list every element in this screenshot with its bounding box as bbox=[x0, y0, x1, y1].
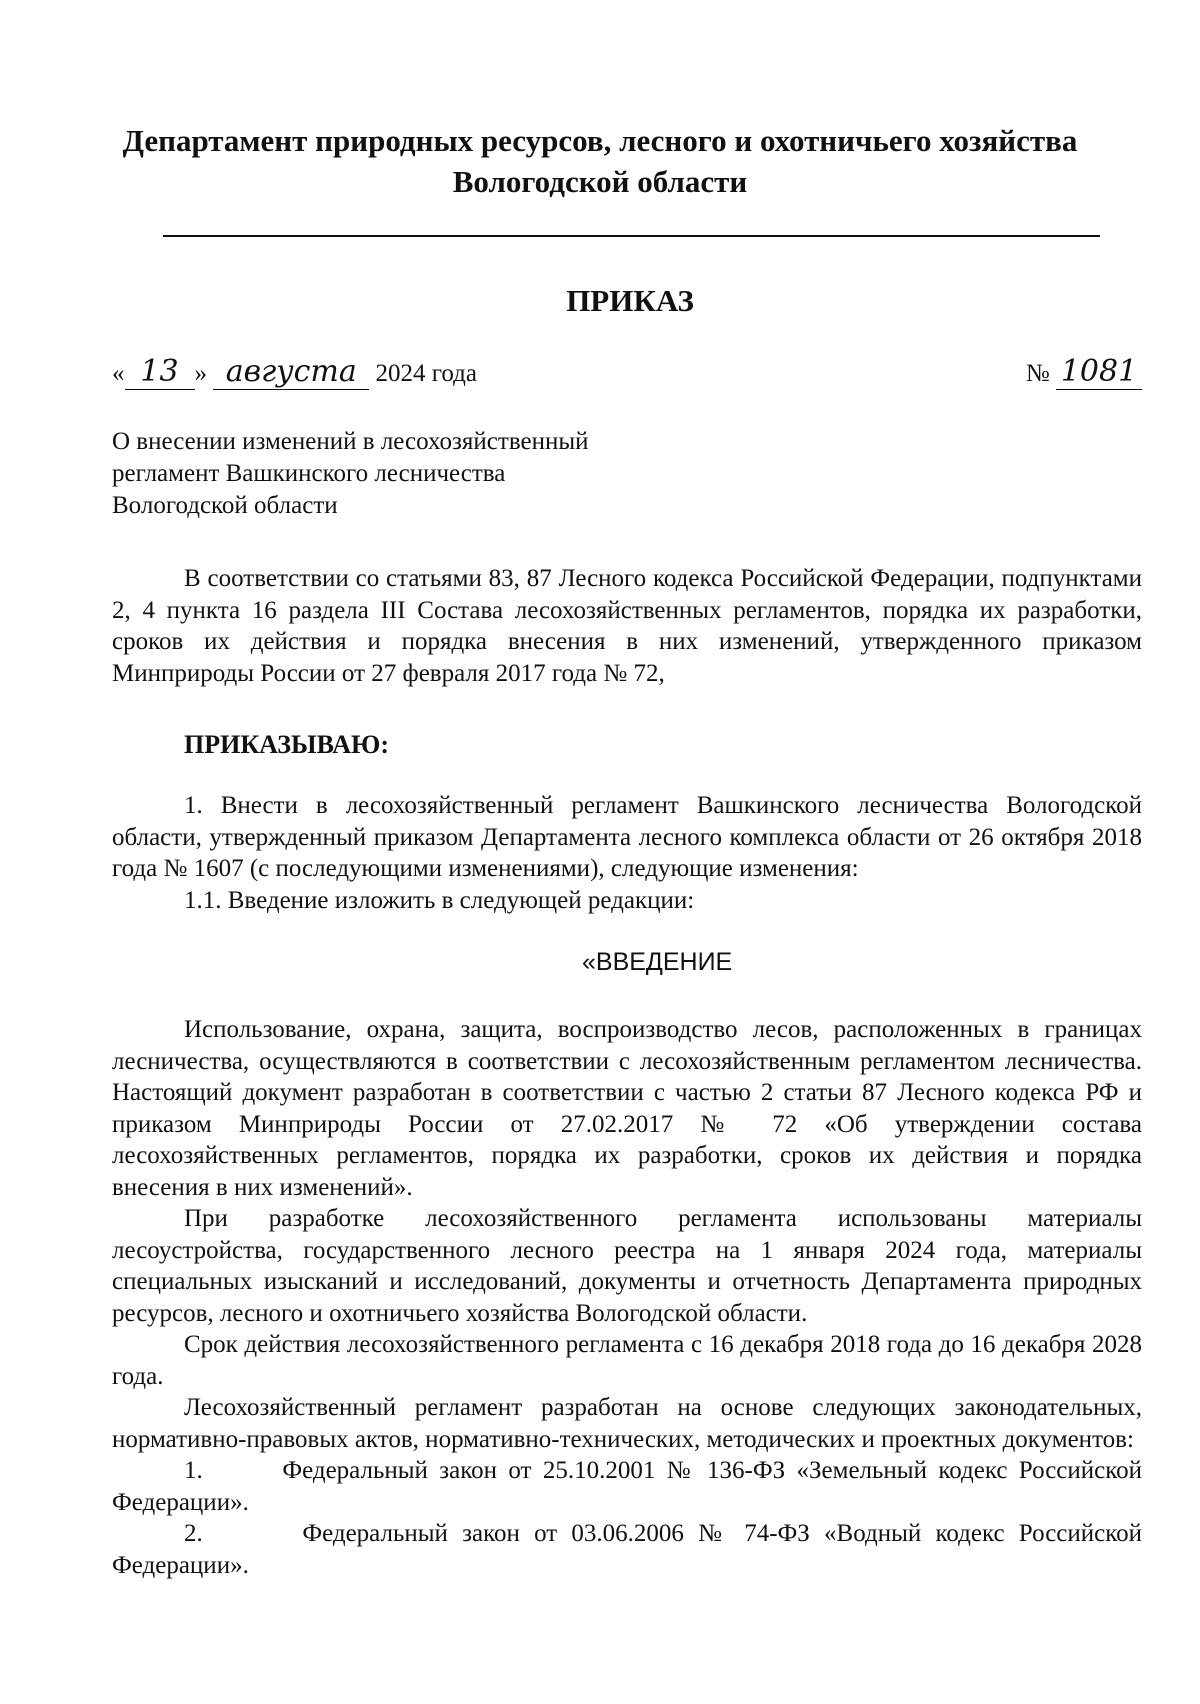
intro-paragraph: Срок действия лесохозяйственного регламента с 16 декабря 2018 года до 16 декабря 2028 года. bbox=[112, 1331, 1142, 1390]
law-number: 2. bbox=[184, 1520, 203, 1547]
document-title: ПРИКАЗ bbox=[566, 283, 694, 318]
department-name-line1: Департамент природных ресурсов, лесного и охотничьего хозяйства bbox=[122, 123, 1078, 158]
date-month-handwritten: августа bbox=[213, 355, 369, 390]
intro-paragraph: При разработке лесохозяйственного регламента использованы материалы лесоустройства, государственного лесного реестра на 1 января 2024 года, материалы специальных изысканий и исследований, документы и отчетность Департамента природных ресурсов, лесного и охотничьего хозяйства Вологодской области. bbox=[112, 1205, 1142, 1327]
order-date bbox=[112, 355, 477, 390]
intro-paragraph: Использование, охрана, защита, воспроизводство лесов, расположенных в границах лесничества, осуществляются в соответствии с лесохозяйственным регламентом лесничества. Настоящий документ разработан в соответствии с частью 2 статьи 87 Лесного кодекса РФ и приказом Минприроды России от 27.02.2017 № 72 «Об утверждении состава лесохозяйственных регламентов, порядка их разработки, сроков их действия и порядка внесения в них изменений». bbox=[112, 1016, 1142, 1201]
date-day-handwritten: 13 bbox=[125, 355, 195, 390]
order-number-handwritten: 1081 bbox=[1056, 355, 1142, 390]
department-name-line2: Вологодской области bbox=[452, 164, 748, 199]
item-1-paragraph: 1. Внести в лесохозяйственный регламент Вашкинского лесничества Вологодской области, утвержденный приказом Департамента лесного комплекса области от 26 октября 2018 года № 1607 (с последующими изменениями), следующие изменения: bbox=[112, 792, 1142, 882]
introduction-heading: «ВВЕДЕНИЕ bbox=[582, 948, 733, 976]
law-list-item bbox=[112, 1455, 1142, 1518]
preamble-paragraph: В соответствии со статьями 83, 87 Лесного кодекса Российской Федерации, подпунктами 2, 4 пункта 16 раздела III Состава лесохозяйственных регламентов, порядка их разработки, сроков их действия и порядка внесения в них изменений, утвержденного приказом Минприроды России от 27 февраля 2017 года № 72, bbox=[112, 565, 1142, 687]
department-header bbox=[80, 120, 1120, 202]
subject-line: Вологодской области bbox=[112, 492, 338, 519]
header-divider bbox=[163, 235, 1100, 237]
date-close-quote: » bbox=[194, 360, 207, 387]
law-text: Федеральный закон от 03.06.2006 № 74-ФЗ «Водный кодекс Российской Федерации». bbox=[112, 1520, 1143, 1579]
intro-paragraph: Лесохозяйственный регламент разработан на основе следующих законодательных, нормативно-правовых актов, нормативно-технических, методических и проектных документов: bbox=[112, 1394, 1142, 1453]
law-list-item bbox=[112, 1518, 1142, 1581]
order-number bbox=[1026, 355, 1142, 390]
subject-line: регламент Вашкинского лесничества bbox=[112, 460, 506, 487]
subject-line: О внесении изменений в лесохозяйственный bbox=[112, 428, 589, 455]
date-number-row bbox=[112, 350, 1142, 396]
items-block bbox=[112, 790, 1142, 916]
order-subject bbox=[112, 426, 712, 522]
date-year: 2024 года bbox=[375, 360, 477, 387]
number-sign: № bbox=[1025, 360, 1050, 387]
order-directive: ПРИКАЗЫВАЮ: bbox=[184, 730, 389, 759]
date-open-quote: « bbox=[112, 360, 125, 387]
introduction-text bbox=[112, 1014, 1142, 1581]
law-text: Федеральный закон от 25.10.2001 № 136-ФЗ «Земельный кодекс Российской Федерации». bbox=[112, 1457, 1143, 1516]
preamble-block bbox=[112, 563, 1142, 689]
law-number: 1. bbox=[184, 1457, 203, 1484]
item-1-1-paragraph: 1.1. Введение изложить в следующей редакции: bbox=[184, 886, 695, 914]
